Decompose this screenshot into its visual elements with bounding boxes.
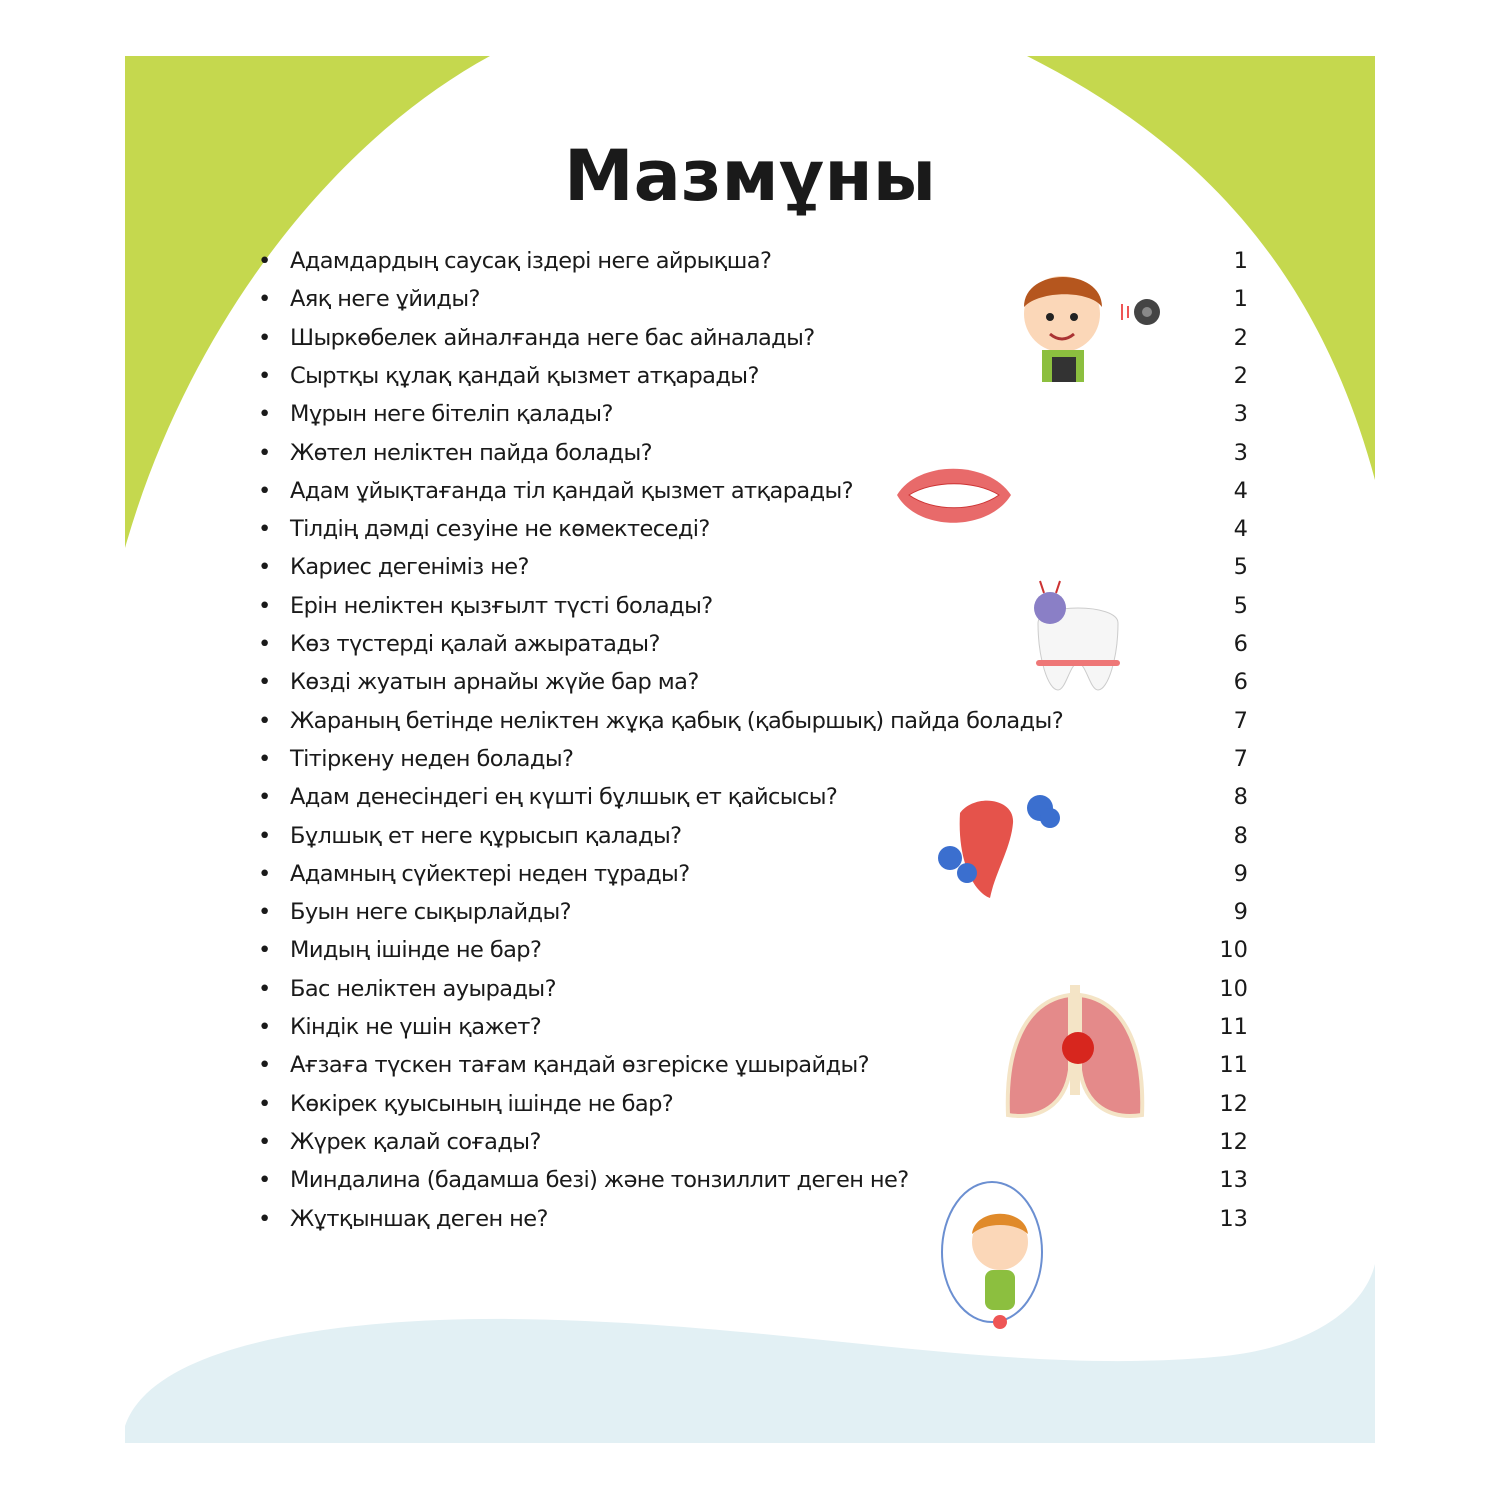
toc-entry-page-number: 6 (1233, 631, 1248, 657)
bullet-icon: • (258, 1167, 272, 1194)
toc-entry-page-number: 2 (1233, 362, 1248, 389)
toc-entry[interactable] (258, 859, 1248, 889)
toc-entry-page-number: 11 (1219, 1014, 1248, 1040)
bullet-icon: • (258, 324, 272, 351)
toc-entry-title: Шыркөбелек айналғанда неге бас айналады? (290, 324, 815, 351)
lips-teeth-illustration (893, 460, 1015, 530)
toc-entry-title: Кариес дегеніміз не? (290, 554, 529, 581)
toc-entry-title: Жұтқыншақ деген не? (290, 1205, 548, 1232)
bullet-icon: • (258, 1205, 272, 1232)
bullet-icon: • (258, 362, 272, 389)
toc-entry[interactable] (258, 1165, 1248, 1195)
bullet-icon: • (258, 707, 272, 734)
toc-entry[interactable] (258, 476, 1248, 506)
toc-entry-page-number: 7 (1233, 745, 1248, 772)
bullet-icon: • (258, 1052, 272, 1079)
bullet-icon: • (258, 784, 272, 811)
toc-entry-title: Буын неге сықырлайды? (290, 899, 571, 926)
toc-entry-title: Жөтел неліктен пайда болады? (290, 439, 652, 466)
toc-entry-page-number: 3 (1233, 401, 1248, 428)
toc-entry-title: Жүрек қалай соғады? (290, 1128, 541, 1155)
toc-entry-title: Жараның бетінде неліктен жұқа қабық (қабыршық) пайда болады? (290, 707, 1064, 734)
page-title: Мазмұны (563, 135, 937, 217)
toc-entry-title: Адамның сүйектері неден тұрады? (290, 860, 690, 887)
toc-entry-page-number: 13 (1219, 1205, 1248, 1232)
toc-entry-page-number: 2 (1233, 324, 1248, 351)
toc-entry-page-number: 6 (1233, 669, 1248, 696)
toc-entry-title: Сыртқы құлақ қандай қызмет атқарады? (290, 362, 759, 389)
toc-entry-title: Ағзаға түскен тағам қандай өзгеріске ұшырайды? (290, 1052, 869, 1079)
toc-entry-page-number: 3 (1233, 439, 1248, 466)
toc-entry-page-number: 12 (1219, 1090, 1248, 1117)
bullet-icon: • (258, 669, 272, 696)
toc-entry-title: Ерін неліктен қызғылт түсті болады? (290, 592, 713, 619)
toc-entry[interactable] (258, 438, 1248, 468)
toc-entry-page-number: 9 (1233, 899, 1248, 926)
toc-entry[interactable] (258, 897, 1248, 927)
bullet-icon: • (258, 439, 272, 466)
bullet-icon: • (258, 477, 272, 504)
bullet-icon: • (258, 1090, 272, 1117)
toc-entry[interactable] (258, 1204, 1248, 1234)
toc-entry-title: Тітіркену неден болады? (290, 745, 574, 772)
toc-entry-page-number: 12 (1219, 1128, 1248, 1155)
blue-wave-bottom (125, 1264, 1375, 1443)
toc-entry-title: Мұрын неге бітеліп қалады? (290, 401, 613, 428)
toc-entry-title: Бас неліктен ауырады? (290, 975, 556, 1002)
toc-entry-page-number: 10 (1219, 937, 1248, 964)
toc-entry[interactable] (258, 821, 1248, 851)
bullet-icon: • (258, 286, 272, 313)
toc-entry-page-number: 4 (1233, 516, 1248, 543)
toc-entry-page-number: 13 (1219, 1167, 1248, 1194)
toc-entry-page-number: 8 (1233, 822, 1248, 849)
bullet-icon: • (258, 822, 272, 849)
bullet-icon: • (258, 401, 272, 428)
toc-entry-page-number: 4 (1233, 477, 1248, 504)
toc-entry[interactable] (258, 1127, 1248, 1157)
bullet-icon: • (258, 1128, 272, 1155)
toc-entry[interactable] (258, 782, 1248, 812)
bullet-icon: • (258, 937, 272, 964)
toc-entry-page-number: 7 (1233, 707, 1248, 734)
toc-entry-title: Бұлшық ет неге құрысып қалады? (290, 822, 682, 849)
toc-entry[interactable] (258, 744, 1248, 774)
bullet-icon: • (258, 516, 272, 543)
toc-entry-title: Миндалина (бадамша безі) және тонзиллит деген не? (290, 1167, 909, 1194)
toc-entry[interactable] (258, 399, 1248, 429)
toc-entry-title: Кіндік не үшін қажет? (290, 1014, 542, 1040)
bullet-icon: • (258, 975, 272, 1002)
toc-entry[interactable] (258, 706, 1248, 736)
bullet-icon: • (258, 248, 272, 274)
bullet-icon: • (258, 631, 272, 657)
toc-entry-title: Мидың ішінде не бар? (290, 937, 542, 964)
toc-entry-page-number: 8 (1233, 784, 1248, 811)
muscle-dumbbell-illustration (935, 793, 1060, 903)
bullet-icon: • (258, 592, 272, 619)
toc-entry-title: Тілдің дәмді сезуіне не көмектеседі? (290, 516, 710, 543)
bullet-icon: • (258, 860, 272, 887)
bullet-icon: • (258, 899, 272, 926)
toc-entry-title: Көкірек қуысының ішінде не бар? (290, 1090, 674, 1117)
lungs-ribcage-illustration (1000, 980, 1150, 1125)
girl-jump-rope-illustration (930, 1172, 1055, 1332)
bullet-icon: • (258, 554, 272, 581)
bullet-icon: • (258, 1014, 272, 1040)
toc-entry-page-number: 1 (1233, 248, 1248, 274)
toc-entry-title: Адамдардың саусақ іздері неге айрықша? (290, 248, 772, 274)
toc-entry-page-number: 5 (1233, 592, 1248, 619)
toc-entry-page-number: 11 (1219, 1052, 1248, 1079)
tooth-germ-illustration (1028, 578, 1126, 693)
toc-entry-title: Көзді жуатын арнайы жүйе бар ма? (290, 669, 699, 696)
toc-entry-title: Аяқ неге ұйиды? (290, 286, 480, 313)
toc-entry-page-number: 1 (1233, 286, 1248, 313)
toc-entry-page-number: 5 (1233, 554, 1248, 581)
toc-entry-title: Адам денесіндегі ең күшті бұлшық ет қайсысы? (290, 784, 838, 811)
toc-entry-page-number: 10 (1219, 975, 1248, 1002)
boy-listening-illustration (1010, 262, 1170, 387)
bullet-icon: • (258, 745, 272, 772)
toc-entry-title: Адам ұйықтағанда тіл қандай қызмет атқарады? (290, 477, 854, 504)
toc-entry-title: Көз түстерді қалай ажыратады? (290, 631, 660, 657)
toc-entry[interactable] (258, 935, 1248, 965)
toc-entry-page-number: 9 (1233, 860, 1248, 887)
toc-entry[interactable] (258, 514, 1248, 544)
